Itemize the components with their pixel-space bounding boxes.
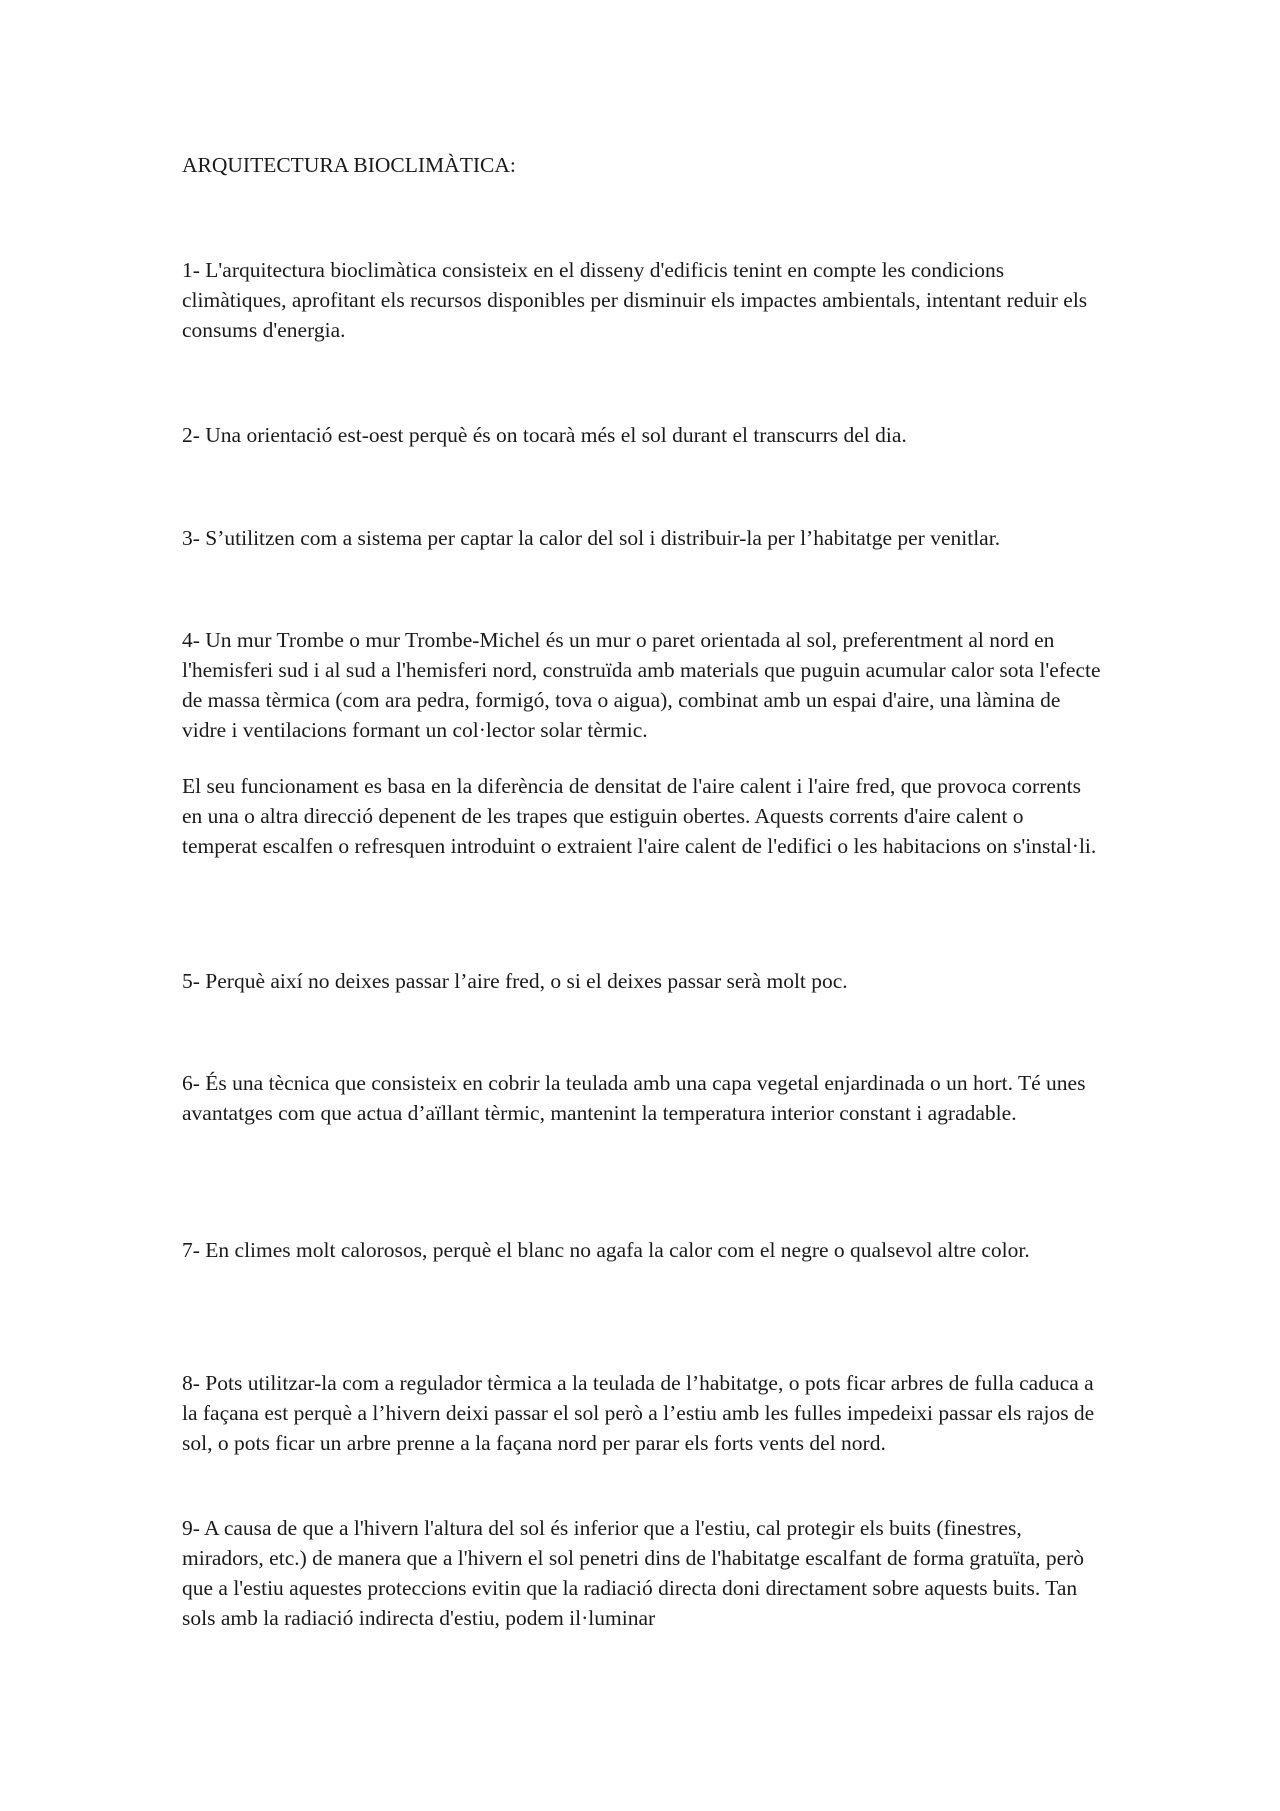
answer-paragraph-4: 4- Un mur Trombe o mur Trombe-Michel és un mur o paret orientada al sol, preferentment al nord en l'hemisferi sud i al sud a l'hemisferi nord, construïda amb materials que puguin acumular calor sota l'efecte de massa tèrmica (com ara pedra, formigó, tova o aigua), combinat amb un espai d'aire, una làmina de vidre i ventilacions formant un col·lector solar tèrmic.: [182, 628, 1101, 742]
answer-paragraph-3: 3- S’utilitzen com a sistema per captar la calor del sol i distribuir-la per l’habitatge per venitlar.: [182, 526, 1001, 550]
page-title: ARQUITECTURA BIOCLIMÀTICA:: [182, 153, 516, 177]
answer-paragraph-7: 7- En climes molt calorosos, perquè el blanc no agafa la calor com el negre o qualsevol altre color.: [182, 1238, 1030, 1262]
answer-paragraph-8: 8- Pots utilitzar-la com a regulador tèrmica a la teulada de l’habitatge, o pots ficar arbres de fulla caduca a la façana est perquè a l’hivern deixi passar el sol però a l’estiu amb les fulles impedeixi passar els rajos de sol, o pots ficar un arbre prenne a la façana nord per parar els forts vents del nord.: [182, 1371, 1095, 1455]
answer-paragraph-1: 1- L'arquitectura bioclimàtica consisteix en el disseny d'edificis tenint en compte les condicions climàtiques, aprofitant els recursos disponibles per disminuir els impactes ambientals, intentant reduir els consums d'energia.: [182, 258, 1088, 342]
answer-paragraph-5: 5- Perquè així no deixes passar l’aire fred, o si el deixes passar serà molt poc.: [182, 969, 848, 993]
answer-paragraph-9: 9- A causa de que a l'hivern l'altura del sol és inferior que a l'estiu, cal protegir els buits (finestres, miradors, etc.) de manera que a l'hivern el sol penetri dins de l'habitatge escalfant de forma gratuïta, però que a l'estiu aquestes proteccions evitin que la radiació directa doni directament sobre aquests buits. Tan sols amb la radiació indirecta d'estiu, podem il·luminar: [182, 1516, 1085, 1630]
answer-paragraph-6: 6- És una tècnica que consisteix en cobrir la teulada amb una capa vegetal enjardinada o un hort. Té unes avantatges com que actua d’aïllant tèrmic, mantenint la temperatura interior constant i agradable.: [182, 1071, 1086, 1125]
answer-paragraph-2: 2- Una orientació est-oest perquè és on tocarà més el sol durant el transcurrs del dia.: [182, 423, 907, 447]
answer-paragraph-4-continued: El seu funcionament es basa en la diferència de densitat de l'aire calent i l'aire fred, que provoca corrents en una o altra direcció depenent de les trapes que estiguin obertes. Aquests corrents d'aire calent o temperat escalfen o refresquen introduint o extraient l'aire calent de l'edifici o les habitacions on s'instal·li.: [182, 774, 1097, 858]
